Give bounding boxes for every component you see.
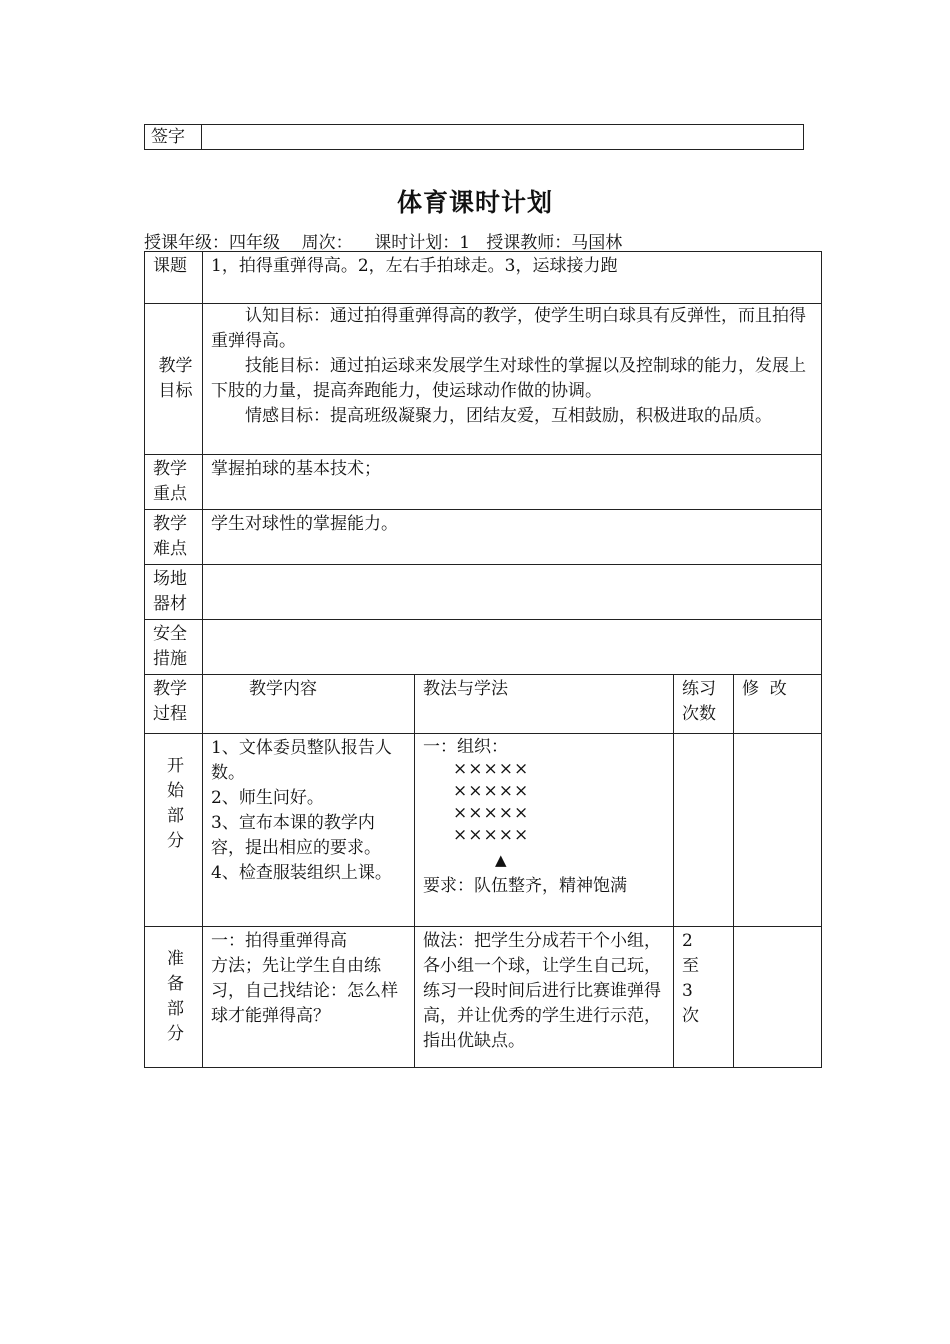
difficulties-label: 教学 难点 [145, 510, 203, 565]
lesson-plan-table [144, 251, 822, 1068]
safety-value [203, 620, 822, 675]
section-start-content: 1、文体委员整队报告人数。 2、师生问好。 3、宣布本课的教学内容，提出相应的要求。 4、检查服装组织上课。 [203, 734, 415, 927]
difficulties-row [145, 510, 822, 565]
formation-row: ××××× [453, 825, 530, 845]
section-prep-content: 一：拍得重弹得高 方法；先让学生自由练习，自己找结论：怎么样球才能弹得高？ [203, 927, 415, 1068]
topic-value: 1，拍得重弹得高。2，左右手拍球走。3，运球接力跑 [203, 252, 822, 304]
formation-row: ××××× [453, 759, 530, 779]
content-header: 教学内容 [203, 675, 415, 734]
requirement-text: 要求：队伍整齐，精神饱满 [423, 876, 627, 896]
difficulties-value: 学生对球性的掌握能力。 [203, 510, 822, 565]
method-header: 教法与学法 [415, 675, 674, 734]
goal-cognitive: 认知目标：通过拍得重弹得高的教学，使学生明白球具有反弹性，而且拍得重弹得高。 [211, 306, 806, 351]
key-points-value: 掌握拍球的基本技术； [203, 455, 822, 510]
safety-row [145, 620, 822, 675]
lesson-meta: 授课年级：四年级 周次： 课时计划：1 授课教师：马国林 [144, 233, 623, 253]
signature-table [144, 124, 804, 150]
venue-label: 场地 器材 [145, 565, 203, 620]
key-points-row [145, 455, 822, 510]
topic-row [145, 252, 822, 304]
section-start-row [145, 734, 822, 927]
goals-text [203, 304, 822, 455]
section-start-count [674, 734, 734, 927]
goals-row [145, 304, 822, 455]
section-prep-method: 做法：把学生分成若干个小组，各小组一个球，让学生自己玩，练习一段时间后进行比赛谁弹得高，并让优秀的学生进行示范，指出优缺点。 [415, 927, 674, 1068]
goals-label: 教学 目标 [145, 304, 203, 455]
key-points-label: 教学 重点 [145, 455, 203, 510]
safety-label: 安全 措施 [145, 620, 203, 675]
signature-field[interactable] [202, 125, 804, 150]
process-header-row [145, 675, 822, 734]
formation-grid [423, 758, 665, 846]
process-label: 教学 过程 [145, 675, 203, 734]
section-prep-count: 2 至 3 次 [674, 927, 734, 1068]
teacher-marker-icon: ▲ [495, 851, 507, 869]
section-start-label: 开 始 部 分 [145, 734, 203, 927]
revise-header: 修 改 [734, 675, 822, 734]
section-start-method: 一：组织： ××××× ××××× ××××× ××××× ▲ 要求：队伍整齐，精神饱满 [415, 734, 674, 927]
topic-label: 课题 [145, 252, 203, 304]
section-start-revise [734, 734, 822, 927]
goal-skill: 技能目标：通过拍运球来发展学生对球性的掌握以及控制球的能力，发展上下肢的力量，提高奔跑能力，使运球动作做的协调。 [211, 356, 806, 401]
venue-row [145, 565, 822, 620]
signature-label: 签字 [145, 125, 202, 150]
formation-row: ××××× [453, 781, 530, 801]
section-prep-label: 准 备 部 分 [145, 927, 203, 1068]
venue-value [203, 565, 822, 620]
goal-emotion: 情感目标：提高班级凝聚力，团结友爱，互相鼓励，积极进取的品质。 [245, 406, 772, 426]
section-prep-row [145, 927, 822, 1068]
formation-row: ××××× [453, 803, 530, 823]
count-header: 练习 次数 [674, 675, 734, 734]
section-prep-revise [734, 927, 822, 1068]
page-title: 体育课时计划 [396, 188, 553, 217]
